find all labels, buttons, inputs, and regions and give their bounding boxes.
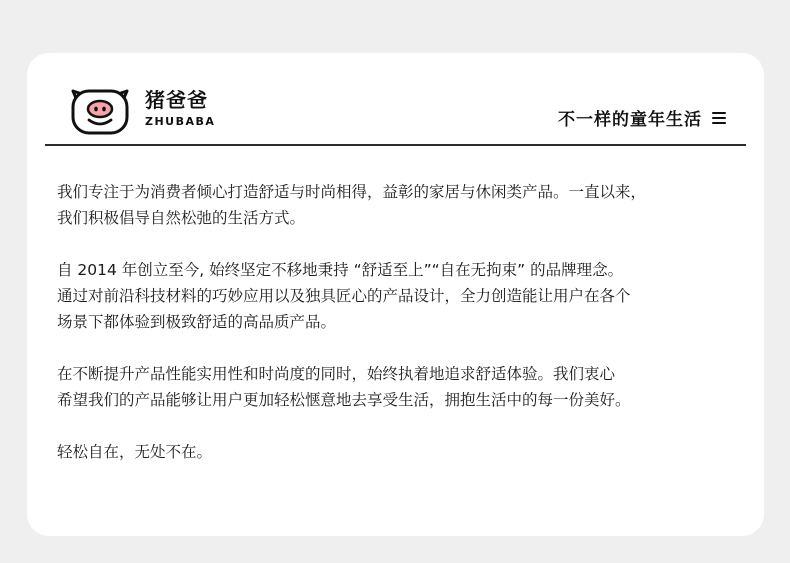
text-line: 轻松自在，无处不在。 xyxy=(57,443,213,461)
brand-logo[interactable] xyxy=(65,81,215,137)
text-line: 场景下都体验到极致舒适的高品质产品。 xyxy=(57,313,337,331)
text-line: 我们专注于为消费者倾心打造舒适与时尚相得，益彰的家居与休闲类产品。一直以来， xyxy=(57,183,647,201)
pig-logo-icon xyxy=(65,81,135,137)
text-line: 通过对前沿科技材料的巧妙应用以及独具匠心的产品设计，全力创造能让用户在各个 xyxy=(57,287,631,305)
brand-name-en: ZHUBABA xyxy=(145,115,216,128)
paragraph-1 xyxy=(57,179,734,231)
tagline-area xyxy=(558,105,726,130)
about-text xyxy=(57,179,734,491)
text-line: 希望我们的产品能够让用户更加轻松惬意地去享受生活，拥抱生活中的每一份美好。 xyxy=(57,391,631,409)
tagline: 不一样的童年生活 xyxy=(558,110,702,130)
paragraph-2 xyxy=(57,257,734,335)
paragraph-3 xyxy=(57,361,734,413)
header-divider xyxy=(45,144,746,146)
text-line: 我们积极倡导自然松弛的生活方式。 xyxy=(57,209,306,227)
menu-icon[interactable] xyxy=(712,112,726,124)
text-line: 在不断提升产品性能实用性和时尚度的同时，始终执着地追求舒适体验。我们衷心 xyxy=(57,365,616,383)
paragraph-4 xyxy=(57,439,734,465)
brand-name-cn: 猪爸爸 xyxy=(145,88,208,112)
header xyxy=(27,53,764,145)
content-card xyxy=(27,53,764,536)
text-line: 自 2014 年创立至今, 始终坚定不移地秉持 “舒适至上”“自在无拘束” 的品牌理念。 xyxy=(57,261,624,279)
brand-text xyxy=(145,89,215,129)
